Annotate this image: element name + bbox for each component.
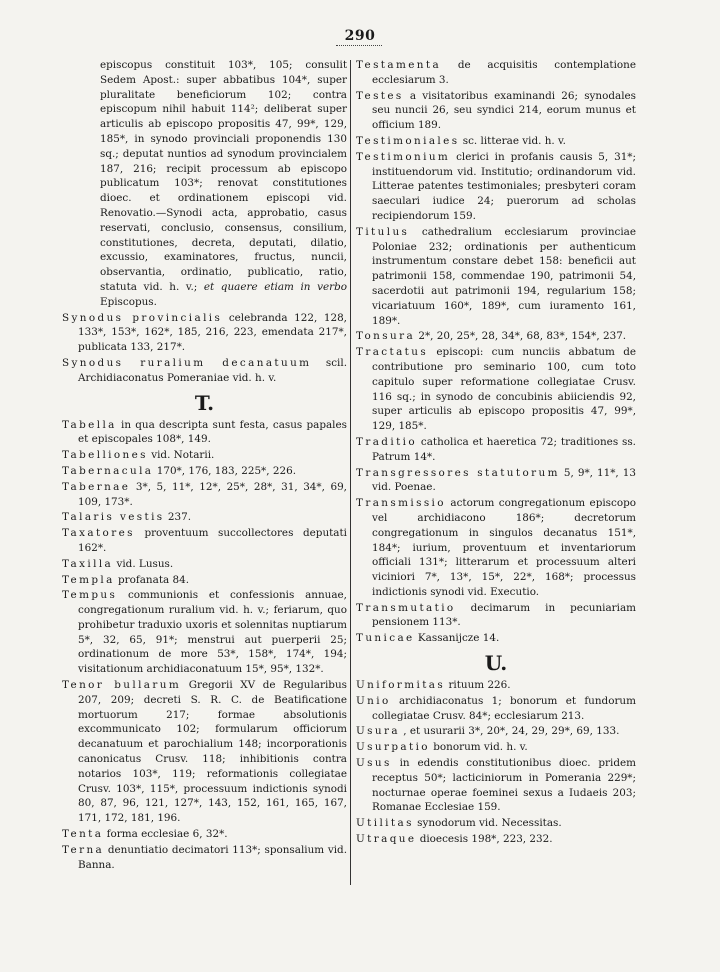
entry-headword: Synodus ruralium decanatuum [62,356,312,369]
entry-text: catholica et haeretica 72; traditiones ss. Patrum 14*. [372,435,636,463]
continuation-text: episcopus constituit 103*, 105; consulit Sedem Apost.: super abbatibus 104*, super pluralitate beneficiorum 102; contra episcopum nihil habuit 114²; deliberat super articulis ab episcopo propositis 47, 99*, 129, 185*, in synodo provinciali proponendis 130 sq.; deputat nuntios ad synodum provincialem 187, 216; recipit processum ab episcopo publicatum 103*; renovat constitutiones dioec. et ordinationem episcopi vid. Renovatio.—Synodi acta, approbatio, casus reservati, conclusio, consensus, consilium, constitutiones, decreta, deputati, dilatio, excussio, examinatores, fructus, nuncii, observantia, ordinatio, publicatio, ratio, statuta vid. h. v.; [100,59,347,293]
entry-headword: Testimonium [356,150,451,163]
entry-text: dioecesis 198*, 223, 232. [419,833,553,846]
entry-headword: Taxilla [62,557,114,570]
entry-headword: Testimoniales [356,134,460,147]
entry-headword: Terna [62,843,105,856]
entry-headword: Tabernae [62,480,131,493]
index-entry [62,480,347,510]
entry-headword: Templa [62,573,115,586]
index-entry [62,311,347,355]
section-letter-u: U. [484,651,508,676]
right-entries-after [356,678,636,847]
entry-text: vid. Lusus. [116,557,174,570]
entry-headword: Usus [356,757,392,770]
entry-headword: Tonsura [356,330,416,343]
page-number: 290 [344,28,376,44]
index-entry [356,832,636,847]
entry-text: cathedralium ecclesiarum provinciae Poloniae 232; ordinationis per authenticum instrumentum constare debet 158: beneficii aut patrimonii 158, commendae 190, patrimonii 54, sacerdotii aut patrimonii 194, regularium 158; vicariatuum 160*, 189*, cum iuramento 161, 189*. [372,225,636,327]
index-entry [62,418,347,448]
index-entry [62,448,347,463]
entry-headword: Testes [356,89,404,102]
entry-headword: Utraque [356,833,417,846]
entry-headword: Tunicae [356,632,415,645]
index-entry [62,573,347,588]
entry-headword: Tempus [62,589,118,602]
entry-text: bonorum vid. h. v. [433,741,528,754]
entry-headword: Testamenta [356,59,442,71]
continuation-italic: et quaere etiam in verbo [203,280,347,293]
index-entry [356,466,636,496]
entry-headword: Traditio [356,435,418,448]
index-entry [62,678,347,826]
entry-text: proventuum succollectores deputati 162*. [78,527,347,554]
right-entries-before [356,58,636,646]
index-entry [62,526,347,556]
entry-text: 2*, 20, 25*, 28, 34*, 68, 83*, 154*, 237. [418,330,627,343]
entry-headword: Talaris vestis [62,511,165,524]
entry-text: in edendis constitutionibus dioec. pridem receptus 50*; lacticiniorum in Pomerania 229*; nocturnae operae foeminei sexus a Iudaeis 203; Romanae Ecclesiae 159. [372,757,636,814]
index-entry [356,678,636,693]
page-number-rule [336,45,382,46]
index-entry [356,150,636,224]
index-entry [62,356,347,386]
entry-text: celebranda 122, 128, 133*, 153*, 162*, 185, 216, 223, emendata 217*, publicata 133, 217*. [78,311,347,354]
column-divider [350,60,351,885]
entry-headword: Tenta [62,828,104,841]
entry-text: 237. [167,511,191,524]
index-entry [356,694,636,724]
index-entry [356,435,636,465]
entry-text: a visitatoribus examinandi 26; synodales seu nuncii 26, seu syndici 214, eorum munus et officium 189. [372,89,636,132]
entry-headword: Titulus [356,225,410,238]
index-entry [356,89,636,133]
entry-text: 170*, 176, 183, 225*, 226. [156,464,296,477]
entry-headword: Tabella [62,418,117,431]
entry-headword: Tenor bullarum [62,679,182,692]
index-entry [62,588,347,677]
index-entry [356,225,636,329]
index-entry [356,329,636,344]
entry-text: denuntiatio decimatori 113*; sponsalium vid. Banna. [78,843,347,871]
left-column [62,58,347,873]
entry-text: 5, 9*, 11*, 13 vid. Poenae. [372,466,637,494]
entry-headword: Taxatores [62,527,135,540]
entry-headword: Transgressores statutorum [356,466,560,479]
index-entry [356,58,636,88]
index-entry [356,740,636,755]
index-entry [356,756,636,815]
entry-text: rituum 226. [448,679,511,692]
entry-text: vid. Notarii. [151,449,215,462]
index-entry [356,724,636,739]
index-entry [356,631,636,646]
entry-text: forma ecclesiae 6, 32*. [106,828,228,841]
entry-text: synodorum vid. Necessitas. [417,817,562,830]
entry-headword: Uniformitas [356,679,446,692]
index-entry [356,601,636,631]
entry-text: scil. Archidiaconatus Pomeraniae vid. h. v. [78,356,347,384]
entry-text: clerici in profanis causis 5, 31*; instituendorum vid. Institutio; ordinandorum vid. Litterae patentes testimoniales; presbyteri coram saeculari iudice 24; puerorum ad scholas recipiendorum 159. [372,150,636,222]
entry-text: communionis et confessionis annuae, congregationum ruralium vid. h. v.; feriarum, quo prohibetur traduxio uxoris et solennitas nuptiarum 5*, 32, 65, 91*; menstrui aut puerperii 25; ordinationum de more 53*, 158*, 174*, 194; visitationum archidiaconatuum 15*, 95*, 132*. [78,589,347,676]
entry-headword: Tractatus [356,346,429,359]
entry-text: Kassanijcze 14. [417,632,500,645]
entry-text: in qua descripta sunt festa, casus papales et episcopales 108*, 149. [78,418,347,446]
entry-headword: Usurpatio [356,741,430,754]
index-entry [356,496,636,600]
entry-text: episcopi: cum nunciis abbatum de contributione pro seminario 100, cum toto capitulo super reformatione collegiatae Crusv. 116 sq.; in synodo de concubinis abiiciendis 92, super articulis ab episcopo propositis 47, 99*, 129, 185*. [372,346,636,433]
left-entries-before [62,311,347,386]
index-entry [62,827,347,842]
entry-text: decimarum in pecuniariam pensionem 113*. [372,601,636,629]
section-letter-t: T. [194,390,215,415]
index-entry [356,134,636,149]
entry-headword: Transmissio [356,497,446,510]
entry-headword: Unio [356,694,391,707]
index-entry [62,557,347,572]
right-column [356,58,636,848]
entry-headword: Tabernacula [62,464,154,477]
index-entry [62,510,347,525]
entry-text: actorum congregationum episcopo vel archidiacono 186*; decretorum congregationum in singulos decanatus 151*, 184*; iurium, proventuum et inventariorum officiali 131*; litterarum et processuum alteri viciniori 7*, 13*, 15*, 22*, 168*; processus indictionis synodi vid. Executio. [372,497,636,598]
entry-headword: Tabelliones [62,449,148,462]
left-entries-after [62,418,347,873]
entry-text: 3*, 5, 11*, 12*, 25*, 28*, 31, 34*, 69, 109, 173*. [78,480,347,508]
index-entry [356,816,636,831]
index-entry [62,843,347,873]
entry-headword: Synodus provincialis [62,311,223,324]
entry-headword: Transmutatio [356,601,456,614]
continuation-end: Episcopus. [100,295,157,308]
continuation-entry [62,58,347,310]
entry-text: , et usurarii 3*, 20*, 24, 29, 29*, 69, 133. [403,725,620,738]
entry-text: sc. litterae vid. h. v. [462,134,566,147]
index-entry [356,345,636,434]
entry-headword: Usura [356,725,400,738]
entry-text: archidiaconatus 1; bonorum et fundorum collegiatae Crusv. 84*; ecclesiarum 213. [372,694,636,722]
entry-text: Gregorii XV de Regularibus 207, 209; decreti S. R. C. de Beatificatione mortuorum 217; formae absolutionis excommunicato 102; formularum officiorum decanatuum et parochialium 148; incorporationis canonicatus Crusv. 118; inhibitionis contra notarios 103*, 119; reformationis collegiatae Crusv. 103*, 115*, processuum indictionis synodi 80, 87, 96, 121, 127*, 143, 152, 161, 165, 167, 171, 172, 181, 196. [78,679,347,825]
index-entry [62,464,347,479]
entry-headword: Utilitas [356,817,414,830]
entry-text: de acquisitis contemplatione ecclesiarum 3. [372,59,636,86]
entry-text: profanata 84. [118,573,190,586]
